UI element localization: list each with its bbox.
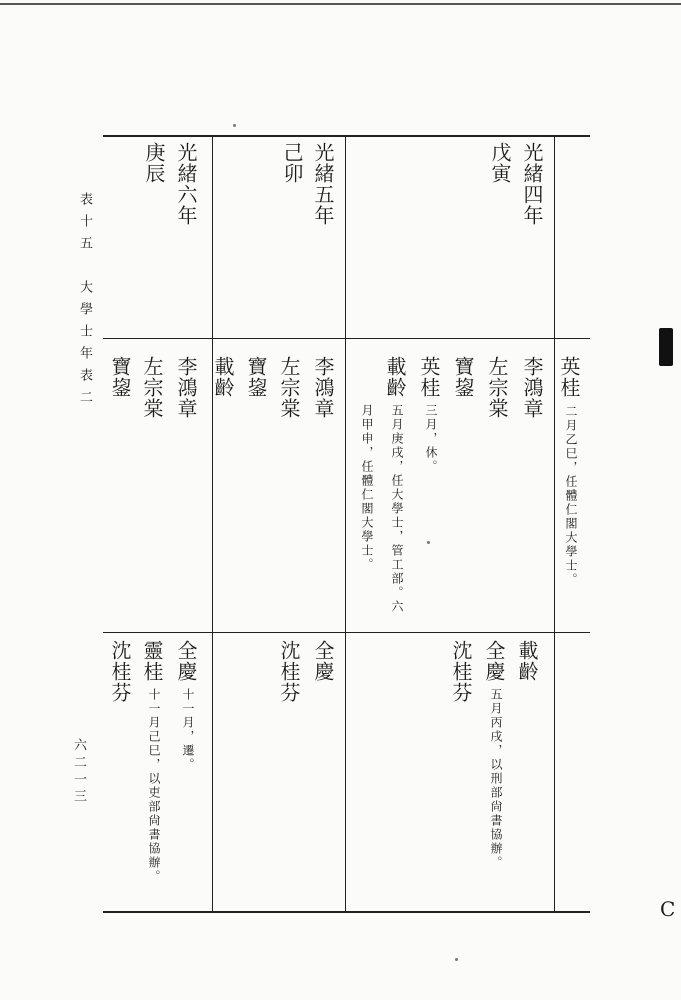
assistant-note: 五月丙戌，以刑部尙書協辦。 <box>489 688 503 870</box>
secretary-name: 英桂 <box>557 356 581 398</box>
secretary-name: 左宗棠 <box>277 356 301 419</box>
binding-mark <box>659 328 673 366</box>
assistant-note: 十一月，遷。 <box>181 688 195 772</box>
secretary-name: 寶鋆 <box>244 356 268 398</box>
page-number: 六二一三 <box>71 738 86 806</box>
year-ganzhi-2: 己卯 <box>280 142 304 184</box>
assistant-note: 十一月己巳，以吏部尙書協辦。 <box>147 688 161 884</box>
row-divider-2 <box>103 632 590 633</box>
column-divider-2 <box>212 137 213 912</box>
column-divider-1 <box>345 137 346 912</box>
year-ganzhi-3: 庚辰 <box>142 142 166 184</box>
year-era-2: 光緒五年 <box>311 142 335 226</box>
secretary-name: 李鴻章 <box>520 356 544 419</box>
assistant-name: 載齡 <box>515 640 539 682</box>
assistant-name: 沈桂芬 <box>108 640 132 703</box>
secretary-name: 英桂 <box>417 356 441 398</box>
assistant-name: 全慶 <box>311 640 335 682</box>
secretary-name: 李鴻章 <box>174 356 198 419</box>
row-divider-1 <box>103 338 590 339</box>
secretary-name: 寶鋆 <box>108 356 132 398</box>
assistant-name: 全慶 <box>174 640 198 682</box>
secretary-name: 左宗棠 <box>140 356 164 419</box>
assistant-name: 沈桂芬 <box>449 640 473 703</box>
secretary-note: 二月乙巳，任體仁閣大學士。 <box>564 405 578 587</box>
speck <box>455 958 458 961</box>
table-bottom-rule <box>103 911 590 913</box>
secretary-name: 李鴻章 <box>311 356 335 419</box>
secretary-note-continued: 月甲申，任體仁閣大學士。 <box>360 404 374 572</box>
table-side-title: 表十五 大學士年表二 <box>77 192 92 412</box>
speck <box>233 124 236 127</box>
margin-mark: C <box>660 897 676 921</box>
secretary-note: 三月，休。 <box>424 404 438 474</box>
secretary-name: 左宗棠 <box>485 356 509 419</box>
secretary-note: 五月庚戌，任大學士，管工部。六 <box>390 404 404 614</box>
speck <box>427 541 430 544</box>
assistant-name: 靈桂 <box>140 640 164 682</box>
table-top-rule <box>103 135 590 137</box>
page-top-border <box>0 3 681 5</box>
secretary-name: 寶鋆 <box>451 356 475 398</box>
secretary-name: 載齡 <box>211 356 235 398</box>
secretary-name: 載齡 <box>383 356 407 398</box>
column-divider-3 <box>554 137 555 912</box>
year-era-1: 光緒四年 <box>520 142 544 226</box>
year-era-3: 光緒六年 <box>174 142 198 226</box>
assistant-name: 沈桂芬 <box>277 640 301 703</box>
assistant-name: 全慶 <box>482 640 506 682</box>
year-ganzhi-1: 戊寅 <box>488 142 512 184</box>
